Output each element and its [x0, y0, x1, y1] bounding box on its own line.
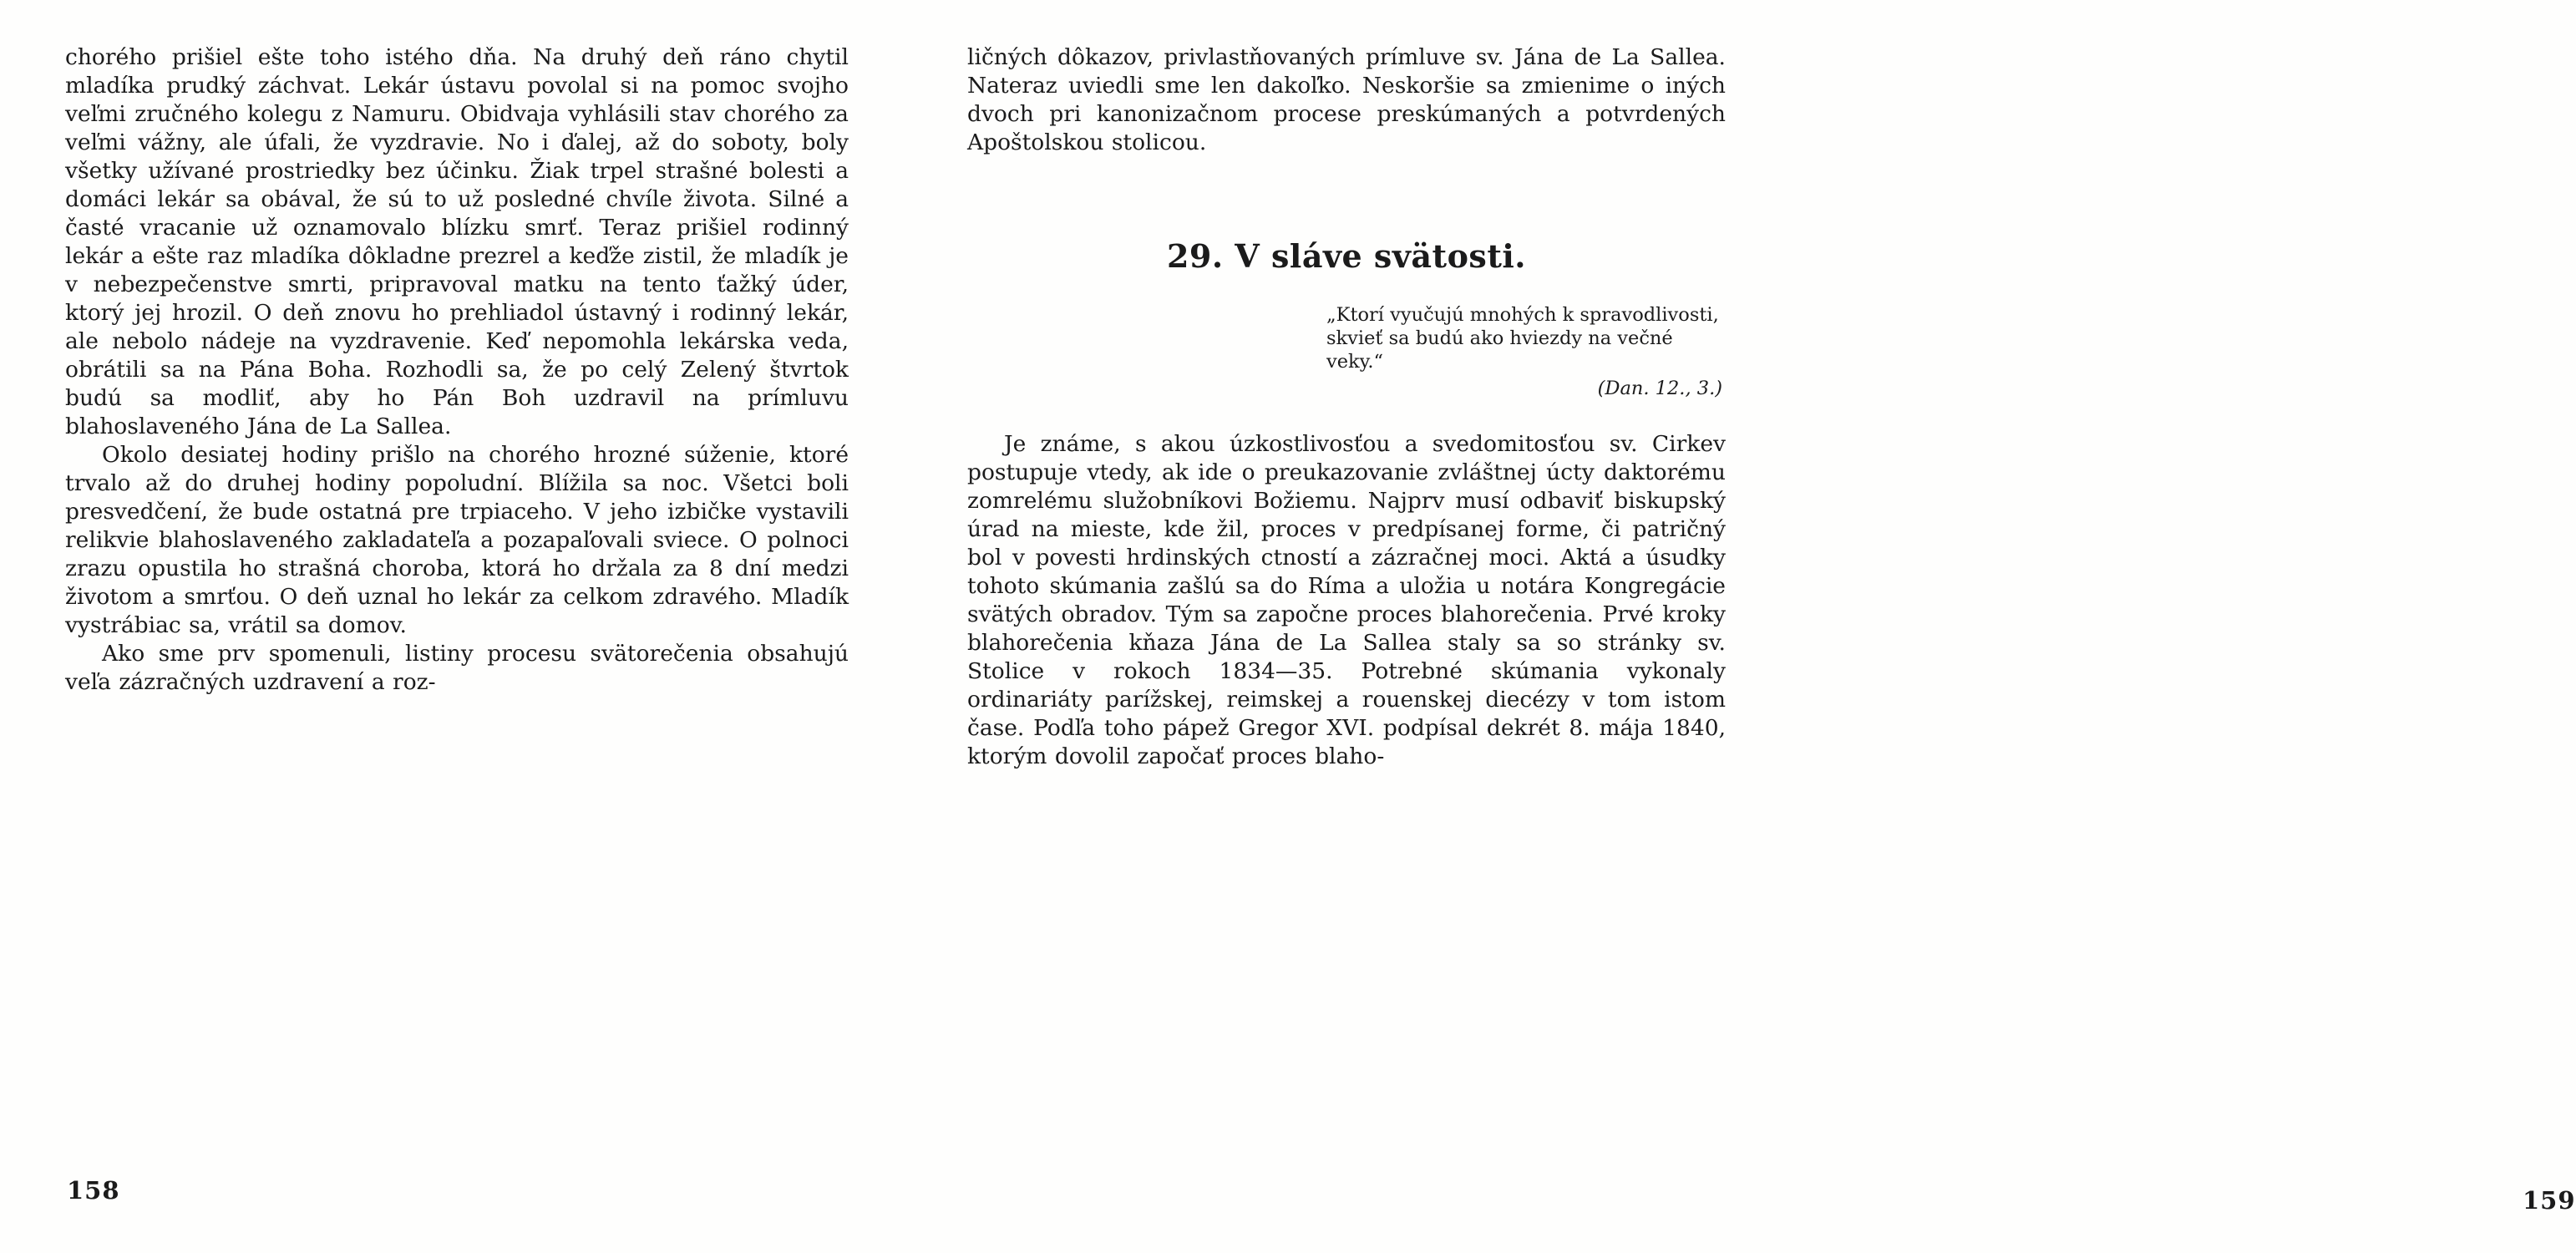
paragraph: Okolo desiatej hodiny prišlo na chorého hrozné súženie, ktoré trvalo až do druhej hodiny popoludní. Blížila sa noc. Všetci boli presvedčení, že bude ostatná pre trpiaceho. V jeho izbičke vystavili relikvie blahoslaveného zakladateľa a pozapaľovali sviece. O polnoci zrazu opustila ho strašná choroba, ktorá ho držala za 8 dní medzi životom a smrťou. O deň uznal ho lekár za celkom zdravého. Mladík vystrábiac sa, vrátil sa domov.: [65, 442, 849, 638]
page-left: [0, 0, 880, 1253]
epigraph-source: (Dan. 12., 3.): [1597, 378, 1722, 399]
section-heading: 29. V sláve svätosti.: [1166, 237, 1527, 275]
paragraph: Je známe, s akou úzkostlivosťou a svedomitosťou sv. Cirkev postupuje vtedy, ak ide o preukazovanie zvláštnej úcty daktorému zomrelému služobníkovi Božiemu. Najprv musí odbaviť biskupský úrad na mieste, kde žil, proces v predpísanej forme, či patričný bol v povesti hrdinských ctností a zázračnej moci. Aktá a úsudky tohoto skúmania zašlú sa do Ríma a uložia u notára Kongregácie svätých obradov. Tým sa započne proces blahorečenia. Prvé kroky blahorečenia kňaza Jána de La Sallea staly sa so stránky sv. Stolice v rokoch 1834—35. Potrebné skúmania vykonaly ordinariáty parížskej, reimskej a rouenskej diecézy v tom istom čase. Podľa toho pápež Gregor XVI. podpísal dekrét 8. mája 1840, ktorým dovolil započať proces blaho-: [967, 431, 1726, 769]
paragraph: ličných dôkazov, privlastňovaných prímluve sv. Jána de La Sallea. Nateraz uviedli sme len dakoľko. Neskoršie sa zmienime o iných dvoch pri kanonizačnom procese preskúmaných a potvrdených Apoštolskou stolicou.: [967, 44, 1726, 155]
left-text-column: [65, 43, 849, 697]
page-right: [880, 0, 2576, 1253]
paragraph: chorého prišiel ešte toho istého dňa. Na druhý deň ráno chytil mladíka prudký záchvat. Lekár ústavu povolal si na pomoc svojho veľmi zručného kolegu z Namuru. Obidvaja vyhlásili stav chorého za veľmi vážny, ale úfali, že vyzdravie. No i ďalej, až do soboty, boly všetky užívané prostriedky bez účinku. Žiak trpel strašné bolesti a domáci lekár sa obával, že sú to už posledné chvíle života. Silné a časté vracanie už oznamovalo blízku smrť. Teraz prišiel rodinný lekár a ešte raz mladíka dôkladne prezrel a keďže zistil, že mladík je v nebezpečenstve smrti, pripravoval matku na tento ťažký úder, ktorý jej hrozil. O deň znovu ho prehliadol ústavný i rodinný lekár, ale nebolo nádeje na vyzdravenie. Keď nepomohla lekárska veda, obrátili sa na Pána Boha. Rozhodli sa, že po celý Zelený štvrtok budú sa modliť, aby ho Pán Boh uzdravil na prímluvu blahoslaveného Jána de La Sallea.: [65, 44, 849, 439]
right-text-column: [967, 43, 1726, 771]
epigraph: [1326, 303, 1726, 400]
page-number-right: 159: [2523, 1186, 2576, 1215]
paragraph: Ako sme prv spomenuli, listiny procesu svätorečenia obsahujú veľa zázračných uzdravení a roz-: [65, 641, 849, 695]
epigraph-text: „Ktorí vyučujú mnohých k spravodlivosti, skvieť sa budú ako hviezdy na večné veky.“: [1326, 304, 1719, 373]
page-number-left: 158: [67, 1176, 120, 1205]
